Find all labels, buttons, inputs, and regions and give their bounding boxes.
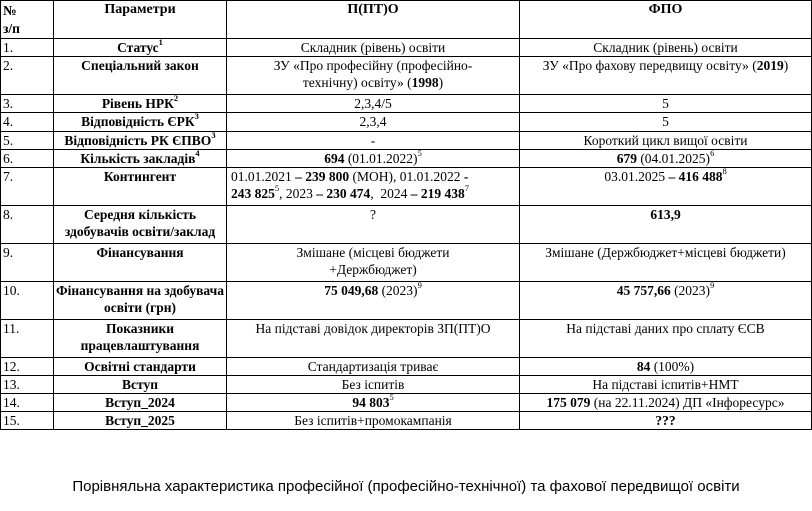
row-parameter: Рівень НРК$^2$ bbox=[54, 95, 227, 113]
row-parameter: Середня кількість здобувачів освіти/заклад bbox=[54, 205, 227, 243]
header-fpo: ФПО bbox=[520, 1, 812, 39]
cell-fpo: ЗУ «Про фахову передвищу освіту» (2019) bbox=[520, 57, 812, 95]
table-row bbox=[1, 281, 812, 319]
row-parameter: Кількість закладів$^4$ bbox=[54, 149, 227, 167]
row-number: 3. bbox=[1, 95, 54, 113]
row-number: 6. bbox=[1, 149, 54, 167]
table-row bbox=[1, 57, 812, 95]
cell-ppto: Складник (рівень) освіти bbox=[227, 39, 520, 57]
cell-fpo: 5 bbox=[520, 95, 812, 113]
table-row bbox=[1, 95, 812, 113]
cell-ppto: 94 $803^5$ bbox=[227, 394, 520, 412]
row-number: 10. bbox=[1, 281, 54, 319]
cell-ppto: ? bbox=[227, 205, 520, 243]
row-number: 4. bbox=[1, 113, 54, 131]
cell-fpo: На підставі іспитів+НМТ bbox=[520, 375, 812, 393]
row-number: 13. bbox=[1, 375, 54, 393]
table-row bbox=[1, 39, 812, 57]
cell-fpo: Складник (рівень) освіти bbox=[520, 39, 812, 57]
table-row bbox=[1, 149, 812, 167]
row-number: 2. bbox=[1, 57, 54, 95]
table-row bbox=[1, 113, 812, 131]
row-parameter: Вступ_2025 bbox=[54, 412, 227, 430]
cell-fpo: 175 079 (на 22.11.2024) ДП «Інфоресурс» bbox=[520, 394, 812, 412]
cell-fpo: На підставі даних про сплату ЄСВ bbox=[520, 319, 812, 357]
cell-ppto: 01.01.2021 – 239 800 (МОН), 01.01.2022 - 243 $825^5$, 2023 – 230 474, 2024 – 219 $438^7$ bbox=[227, 167, 520, 205]
header-ppto: П(ПТ)О bbox=[227, 1, 520, 39]
cell-ppto: Без іспитів bbox=[227, 375, 520, 393]
row-parameter: Вступ_2024 bbox=[54, 394, 227, 412]
row-parameter: Освітні стандарти bbox=[54, 357, 227, 375]
row-number: 9. bbox=[1, 243, 54, 281]
cell-fpo: 45 757,66 $(2023)^9$ bbox=[520, 281, 812, 319]
table-row bbox=[1, 319, 812, 357]
cell-fpo: 03.01.2025 – 416 $488^8$ bbox=[520, 167, 812, 205]
header-number: № з/п bbox=[1, 1, 54, 39]
cell-ppto: 75 049,68 $(2023)^9$ bbox=[227, 281, 520, 319]
table-row bbox=[1, 131, 812, 149]
cell-ppto: На підставі довідок директорів ЗП(ПТ)О bbox=[227, 319, 520, 357]
table-row bbox=[1, 205, 812, 243]
row-number: 8. bbox=[1, 205, 54, 243]
row-number: 11. bbox=[1, 319, 54, 357]
row-number: 5. bbox=[1, 131, 54, 149]
row-number: 7. bbox=[1, 167, 54, 205]
row-parameter: Фінансування bbox=[54, 243, 227, 281]
cell-fpo: Короткий цикл вищої освіти bbox=[520, 131, 812, 149]
cell-ppto: 2,3,4/5 bbox=[227, 95, 520, 113]
row-parameter: Спеціальний закон bbox=[54, 57, 227, 95]
table-row bbox=[1, 167, 812, 205]
cell-ppto: ЗУ «Про професійну (професійно-технічну) освіту» (1998) bbox=[227, 57, 520, 95]
table-caption: Порівняльна характеристика професійної (професійно-технічної) та фахової передвищої освіти bbox=[72, 478, 740, 495]
cell-fpo: Змішане (Держбюджет+місцеві бюджети) bbox=[520, 243, 812, 281]
row-parameter: Статус$^1$ bbox=[54, 39, 227, 57]
row-parameter: Показники працевлаштування bbox=[54, 319, 227, 357]
row-parameter: Контингент bbox=[54, 167, 227, 205]
cell-fpo: ??? bbox=[520, 412, 812, 430]
cell-ppto: 2,3,4 bbox=[227, 113, 520, 131]
cell-ppto: Змішане (місцеві бюджети +Держбюджет) bbox=[227, 243, 520, 281]
cell-ppto: - bbox=[227, 131, 520, 149]
row-parameter: Відповідність РК ЄПВО$^3$ bbox=[54, 131, 227, 149]
row-number: 1. bbox=[1, 39, 54, 57]
table-header-row bbox=[1, 1, 812, 39]
cell-ppto: 694 $(01.01.2022)^5$ bbox=[227, 149, 520, 167]
row-number: 14. bbox=[1, 394, 54, 412]
row-parameter: Вступ bbox=[54, 375, 227, 393]
row-parameter: Відповідність ЄРК$^3$ bbox=[54, 113, 227, 131]
cell-fpo: 84 (100%) bbox=[520, 357, 812, 375]
row-number: 15. bbox=[1, 412, 54, 430]
table-row bbox=[1, 243, 812, 281]
cell-ppto: Стандартизація триває bbox=[227, 357, 520, 375]
row-number: 12. bbox=[1, 357, 54, 375]
header-parameters: Параметри bbox=[54, 1, 227, 39]
table-row bbox=[1, 412, 812, 430]
cell-fpo: 5 bbox=[520, 113, 812, 131]
cell-fpo: 613,9 bbox=[520, 205, 812, 243]
cell-ppto: Без іспитів+промокампанія bbox=[227, 412, 520, 430]
table-row bbox=[1, 357, 812, 375]
table-row bbox=[1, 375, 812, 393]
table-row bbox=[1, 394, 812, 412]
cell-fpo: 679 $(04.01.2025)^6$ bbox=[520, 149, 812, 167]
row-parameter: Фінансування на здобувача освіти (грн) bbox=[54, 281, 227, 319]
